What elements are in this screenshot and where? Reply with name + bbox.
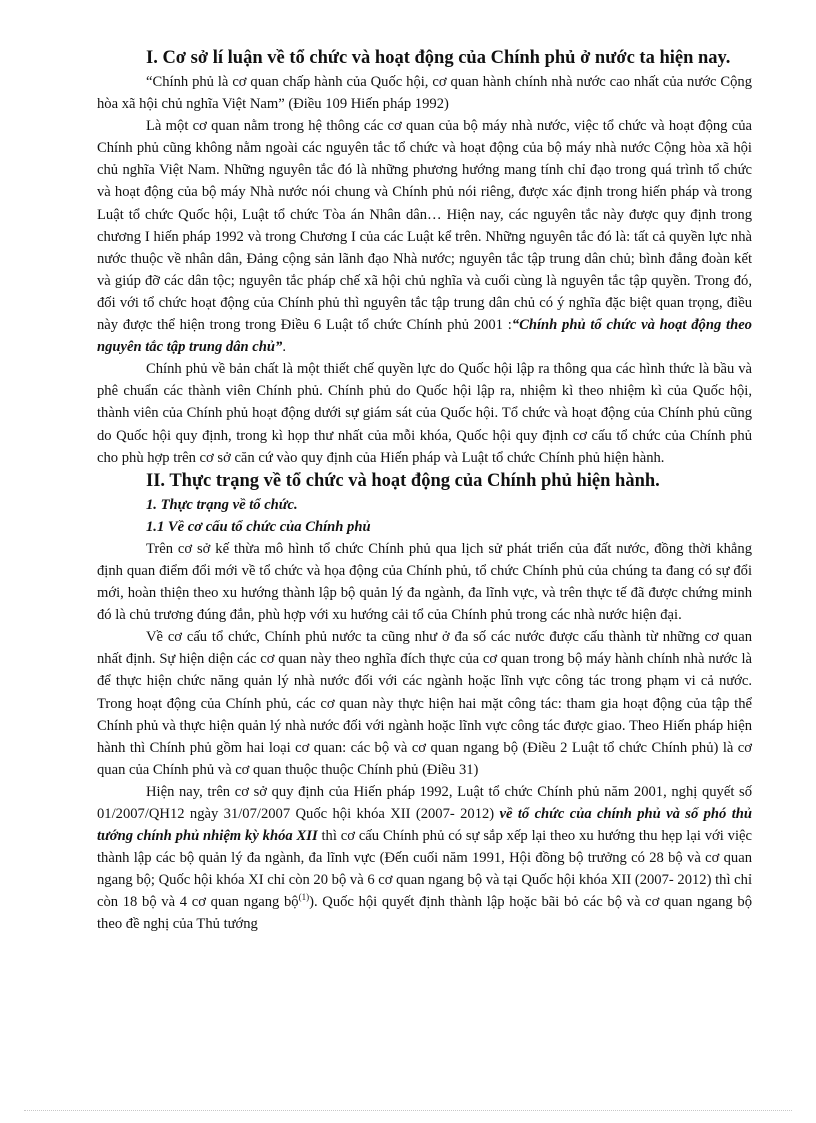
paragraph-principles bbox=[97, 115, 752, 358]
paragraph-constitution-quote: “Chính phủ là cơ quan chấp hành của Quốc hội, cơ quan hành chính nhà nước cao nhất của nước Cộng hòa xã hội chủ nghĩa Việt Nam” (Điều 109 Hiến pháp 1992) bbox=[97, 74, 752, 113]
footnote-marker[interactable]: (1) bbox=[298, 892, 310, 903]
paragraph-principles-end: . bbox=[282, 339, 286, 356]
subsection-heading-2-1-1: 1.1 Về cơ cấu tổ chức của Chính phủ bbox=[146, 518, 371, 535]
paragraph-current-end: ). Quốc hội quyết định thành lập hoặc bãi bỏ các bộ và cơ quan ngang bộ theo đề nghị của Thủ tướng bbox=[97, 894, 752, 933]
resolution-title-emphasis: về tổ chức của chính phủ và số phó thủ tướng chính phủ nhiệm kỳ khóa XII bbox=[97, 806, 752, 845]
paragraph-current-structure bbox=[97, 781, 752, 936]
paragraph-principles-text: Là một cơ quan nằm trong hệ thông các cơ quan của bộ máy nhà nước, việc tổ chức và hoạt động của Chính phủ cũng không nằm ngoài các nguyên tắc tổ chức và hoạt động của bộ máy nhà nước Cộng hòa xã hội chủ nghĩa Việt Nam. Những nguyên tắc đó là những phương hướng mang tính chỉ đạo trong quá trình tổ chức và hoạt động của bộ máy Nhà nước nói chung và Chính phủ nói riêng, được xác định trong hiến pháp và trong Luật tổ chức Quốc hội, Luật tổ chức Tòa án Nhân dân… Hiện nay, các nguyên tắc này được quy định trong chương I hiến pháp 1992 và trong Chương I của các Luật kể trên. Những nguyên tắc đó là: tất cả quyền lực nhà nước thuộc về nhân dân, Đảng cộng sản lãnh đạo Nhà nước; nguyên tắc tập trung dân chủ; bình đẳng đoàn kết và giúp đỡ các dân tộc; nguyên tắc pháp chế xã hội chủ nghĩa và cuối cùng là nguyên tắc tập quyền. Trong đó, đối với tổ chức hoạt động của Chính phủ thì nguyên tắc tập trung dân chủ có ý nghĩa đặc biệt quan trọng, điều này được thể hiện trong trong Điều 6 Luật tổ chức Chính phủ 2001 : bbox=[97, 118, 752, 334]
democratic-centralism-quote: “Chính phủ tổ chức và hoạt động theo nguyên tắc tập trung dân chủ” bbox=[97, 317, 752, 356]
paragraph-organizational-structure: Về cơ cấu tổ chức, Chính phủ nước ta cũng như ở đa số các nước được cấu thành từ những cơ quan nhất định. Sự hiện diện các cơ quan này theo nghĩa đích thực của cơ quan trong bộ máy hành chính nhà nước là để thực hiện chức năng quản lý nhà nước đối với các ngành hoặc lĩnh vực công tác trong phạm vi cả nước. Trong hoạt động của Chính phủ, các cơ quan này thực hiện hai mặt công tác: tham gia hoạt động của tập thể Chính phủ và thực hiện quản lý nhà nước đối với ngành hoặc lĩnh vực công tác được giao. Theo Hiến pháp hiện hành thì Chính phủ gồm hai loại cơ quan: các bộ và cơ quan ngang bộ (Điều 2 Luật tổ chức Chính phủ) là cơ quan của Chính phủ và cơ quan thuộc thuộc Chính phủ (Điều 31) bbox=[97, 629, 752, 778]
paragraph-current-start: Hiện nay, trên cơ sở quy định của Hiến pháp 1992, Luật tổ chức Chính phủ năm 2001, nghị quyết số 01/2007/QH12 ngày 31/07/2007 Quốc hội khóa XII (2007- 2012) bbox=[97, 783, 752, 822]
section-heading-2: II. Thực trạng về tổ chức và hoạt động của Chính phủ hiện hành. bbox=[146, 470, 660, 491]
document-body bbox=[97, 47, 752, 936]
subsection-heading-2-1: 1. Thực trạng về tổ chức. bbox=[146, 496, 298, 513]
paragraph-structure-reform: Trên cơ sở kế thừa mô hình tổ chức Chính phủ qua lịch sử phát triển của đất nước, đồng thời khẳng định quan điểm đổi mới về tổ chức và họa động của Chính phủ, tổ chức Chính phủ của chúng ta đang có sự đổi mới, hoàn thiện theo xu hướng thành lập bộ quản lý đa ngành, đa lĩnh vực, và trên thực tế đã được chứng minh đó là chủ trương đúng đắn, phù hợp với xu hướng cải tổ của Chính phủ trong các nhà nước hiện đại. bbox=[97, 540, 752, 624]
paragraph-government-nature: Chính phủ về bản chất là một thiết chế quyền lực do Quốc hội lập ra thông qua các hình thức là bầu và phê chuẩn các thành viên Chính phủ. Chính phủ do Quốc hội lập ra, nhiệm kì theo nhiệm kì của Quốc hội, thành viên của Chính phủ hoạt động dưới sự giám sát của Quốc hội. Tổ chức và hoạt động của Chính phủ cũng do Quốc hội quy định, trong kì họp thư nhất của mỗi khóa, Quốc hội quy định cơ cấu tổ chức của Chính phủ cho phù hợp trên cơ sở căn cứ vào quy định của Hiến pháp và Luật tổ chức Chính phủ hiện hành. bbox=[97, 361, 752, 466]
page-bottom-rule bbox=[24, 1110, 792, 1111]
section-heading-1: I. Cơ sở lí luận về tổ chức và hoạt động của Chính phủ ở nước ta hiện nay. bbox=[146, 48, 731, 68]
paragraph-current-middle: thì cơ cấu Chính phủ có sự sắp xếp lại theo xu hướng thu hẹp lại với việc thành lập các bộ quản lý đa ngành, đa lĩnh vực (Đến cuối năm 1991, Hội đồng bộ trưởng có 28 bộ và cơ quan ngang bộ; Quốc hội khóa XI chỉ còn 20 bộ và 6 cơ quan ngang bộ và tại Quốc hội khóa XII (2007- 2012) thì chỉ còn 18 bộ và 4 cơ quan ngang bộ bbox=[97, 828, 752, 911]
